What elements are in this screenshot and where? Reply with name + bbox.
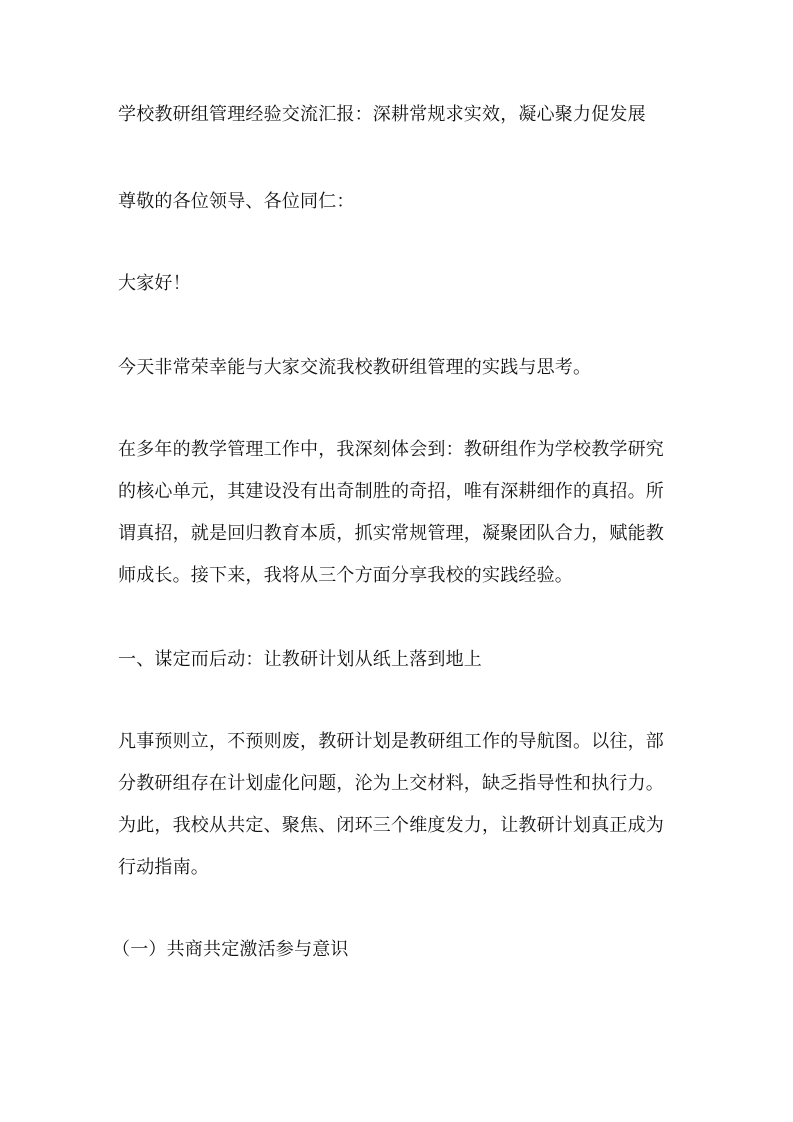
paragraph-line: 分教研组存在计划虚化问题，沦为上交材料，缺乏指导性和执行力。 xyxy=(118,773,664,794)
paragraph-line: 行动指南。 xyxy=(118,857,209,878)
greeting: 大家好！ xyxy=(118,273,191,294)
document-title: 学校教研组管理经验交流汇报：深耕常规求实效，凝心聚力促发展 xyxy=(118,104,646,125)
paragraph-line: 为此，我校从共定、聚焦、闭环三个维度发力，让教研计划真正成为 xyxy=(118,815,664,836)
paragraph-line: 的核心单元，其建设没有出奇制胜的奇招，唯有深耕细作的真招。所 xyxy=(118,481,664,502)
paragraph-line: 师成长。接下来，我将从三个方面分享我校的实践经验。 xyxy=(118,565,573,586)
paragraph-line: 在多年的教学管理工作中，我深刻体会到：教研组作为学校教学研究 xyxy=(118,439,664,460)
salutation: 尊敬的各位领导、各位同仁： xyxy=(118,191,355,212)
intro-paragraph: 今天非常荣幸能与大家交流我校教研组管理的实践与思考。 xyxy=(118,357,592,378)
paragraph-line: 凡事预则立，不预则废，教研计划是教研组工作的导航图。以往，部 xyxy=(118,731,664,752)
subsection-1-heading: （一）共商共定激活参与意识 xyxy=(112,939,349,960)
paragraph-line: 谓真招，就是回归教育本质，抓实常规管理，凝聚团队合力，赋能教 xyxy=(118,523,664,544)
section-1-heading: 一、谋定而后动：让教研计划从纸上落到地上 xyxy=(118,649,482,670)
